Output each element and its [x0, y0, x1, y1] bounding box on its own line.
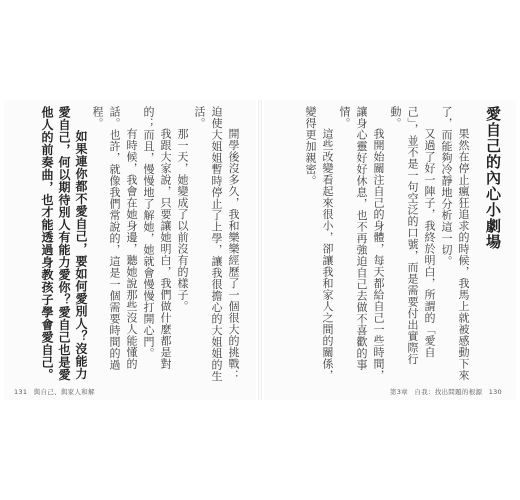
paragraph: 開學後沒多久，我和樂樂經歷了一個很大的挑戰：迫使大姐姐暫時停止了上學，讓我很擔心的大姐姐的生活。 [193, 106, 240, 382]
page-number: 130 [488, 388, 502, 396]
paragraph: 又過了好一陣子，我終於明白，所謂的「愛自己」，並不是一句空泛的口號，而是需要付出實際行動。 [389, 106, 436, 365]
section-title: 自我：找出問題的根源 [414, 388, 483, 396]
section-heading: 愛自己的內心小劇場 [484, 106, 502, 250]
page-number: 131 [14, 388, 28, 396]
book-spine [258, 100, 262, 400]
paragraph: 我開始關注自己的身體，每天都給自己一些時間，讓身心靈好好休息，也不再強迫自己去做不喜歡的事情。 [338, 106, 385, 381]
chapter-label: 第3章 [389, 388, 408, 396]
paragraph: 這些改變看起來很小，卻讓我和家人之間的關係，變得更加親密。 [304, 106, 334, 381]
paragraph: 有時候，我會在她身邊，聽她說那些沒人能懂的話。也許，就像我們常說的，這是一個需要時間的過程。 [91, 106, 138, 371]
left-footer [14, 387, 99, 396]
right-footer [390, 387, 506, 396]
right-body-text [282, 106, 472, 384]
book-title: 與自己、與家人和解 [33, 388, 95, 396]
emphasis-quote: 如果連你都不愛自己，要如何愛別人？沒能力愛自己，何以期待別人有能力愛你？愛自己也是愛他人的前奏曲，也才能透過身教孩子學會愛自己。 [40, 106, 88, 381]
paragraph: 那一天，她變成了以前沒有的樣子。 [176, 128, 189, 312]
paragraph: 我跟大家說，只要讓她明白，我們做什麼都是對的；而且，慢慢地了解她，她就會慢慢打開心門。 [142, 106, 172, 370]
left-body-text [21, 106, 242, 384]
left-page [4, 100, 256, 400]
paragraph: 果然在停止瘋狂追求的時候，我馬上就被感動下來了，而能夠冷靜地分析這一切。 [440, 106, 470, 381]
right-page [264, 100, 516, 400]
